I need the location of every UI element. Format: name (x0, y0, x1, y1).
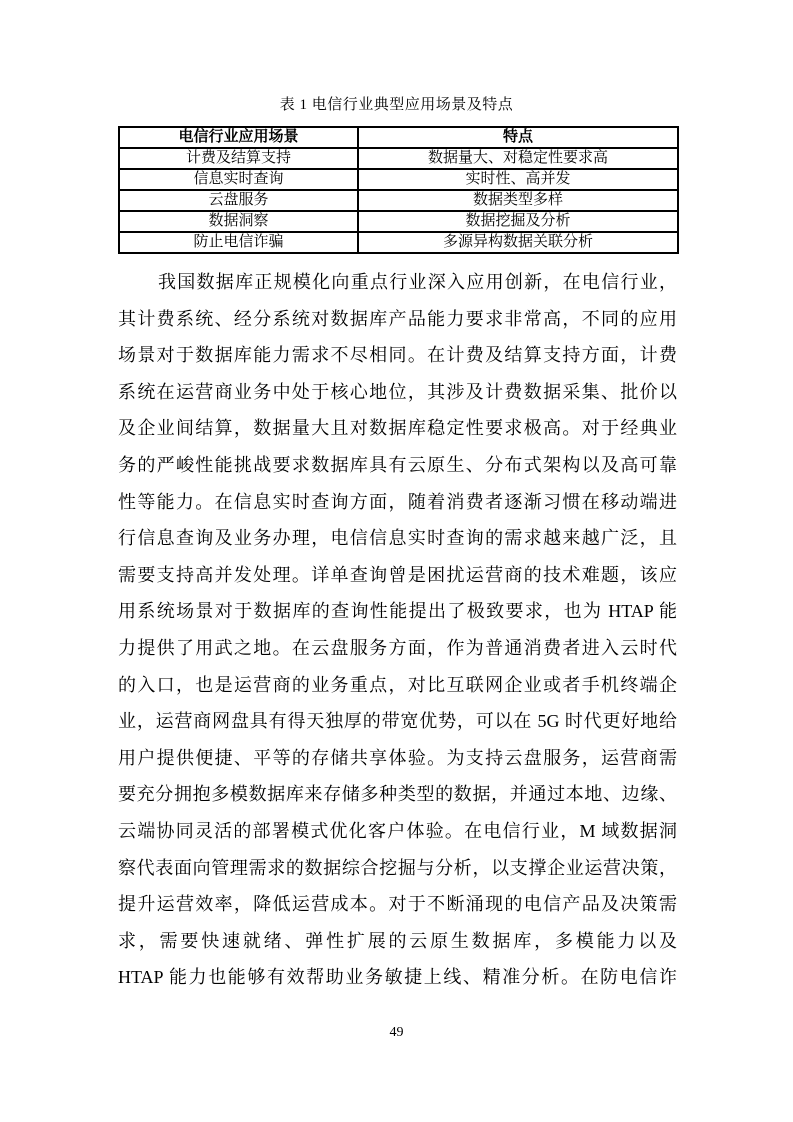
text-line: 云端协同灵活的部署模式优化客户体验。在电信行业，M 域数据洞 (118, 820, 677, 841)
table-row (119, 190, 678, 211)
table-cell-feature: 多源异构数据关联分析 (358, 232, 678, 253)
table-cell-scenario: 计费及结算支持 (119, 148, 358, 169)
text-line: 需要支持高并发处理。详单查询曾是困扰运营商的技术难题，该应 (118, 564, 677, 585)
table-row (119, 211, 678, 232)
table-cell-feature: 数据类型多样 (358, 190, 678, 211)
table-row (119, 169, 678, 190)
scenario-table (118, 126, 679, 254)
text-line: 场景对于数据库能力需求不尽相同。在计费及结算支持方面，计费 (118, 345, 677, 366)
text-line: HTAP 能力也能够有效帮助业务敏捷上线、精准分析。在防电信诈 (118, 967, 677, 988)
text-line: 其计费系统、经分系统对数据库产品能力要求非常高，不同的应用 (118, 308, 677, 329)
text-line: 用系统场景对于数据库的查询性能提出了极致要求，也为 HTAP 能 (118, 601, 677, 622)
table-cell-feature: 数据量大、对稳定性要求高 (358, 148, 678, 169)
text-line: 行信息查询及业务办理，电信信息实时查询的需求越来越广泛，且 (118, 528, 677, 549)
text-line: 性等能力。在信息实时查询方面，随着消费者逐渐习惯在移动端进 (118, 491, 677, 512)
text-line: 的入口，也是运营商的业务重点，对比互联网企业或者手机终端企 (118, 674, 677, 695)
text-line: 业，运营商网盘具有得天独厚的带宽优势，可以在 5G 时代更好地给 (118, 711, 677, 732)
table-header-row (119, 127, 678, 148)
table-cell-feature: 数据挖掘及分析 (358, 211, 678, 232)
text-line: 系统在运营商业务中处于核心地位，其涉及计费数据采集、批价以 (118, 381, 677, 402)
table-row (119, 148, 678, 169)
text-line: 用户提供便捷、平等的存储共享体验。为支持云盘服务，运营商需 (118, 747, 677, 768)
table-cell-scenario: 防止电信诈骗 (119, 232, 358, 253)
paragraph (118, 264, 677, 996)
text-line: 力提供了用武之地。在云盘服务方面，作为普通消费者进入云时代 (118, 637, 677, 658)
text-line: 我国数据库正规模化向重点行业深入应用创新，在电信行业， (158, 272, 677, 292)
table-caption: 表 1 电信行业典型应用场景及特点 (279, 97, 514, 113)
table-header-feature: 特点 (358, 127, 678, 148)
text-line: 务的严峻性能挑战要求数据库具有云原生、分布式架构以及高可靠 (118, 454, 677, 475)
text-line: 要充分拥抱多模数据库来存储多种类型的数据，并通过本地、边缘、 (118, 784, 677, 805)
text-line: 提升运营效率，降低运营成本。对于不断涌现的电信产品及决策需 (118, 894, 677, 915)
table-header-scenario: 电信行业应用场景 (119, 127, 358, 148)
table-cell-scenario: 信息实时查询 (119, 169, 358, 190)
text-line: 及企业间结算，数据量大且对数据库稳定性要求极高。对于经典业 (118, 418, 677, 439)
text-line: 察代表面向管理需求的数据综合挖掘与分析，以支撑企业运营决策， (118, 857, 677, 878)
table-row (119, 232, 678, 253)
page-number: 49 (389, 1025, 404, 1040)
table-cell-scenario: 数据洞察 (119, 211, 358, 232)
table-cell-scenario: 云盘服务 (119, 190, 358, 211)
table-cell-feature: 实时性、高并发 (358, 169, 678, 190)
text-line: 求，需要快速就绪、弹性扩展的云原生数据库，多模能力以及 (118, 930, 677, 951)
